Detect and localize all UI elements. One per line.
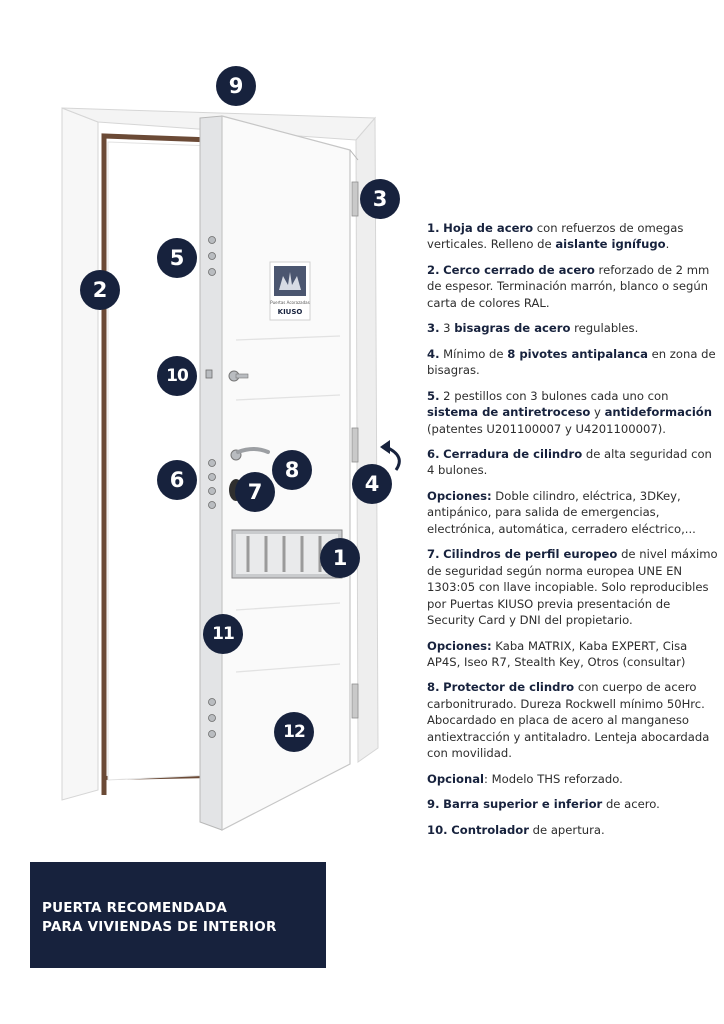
marker-1: 1 xyxy=(320,538,360,578)
marker-11: 11 xyxy=(203,614,243,654)
spec-lead: Protector de clindro xyxy=(443,680,575,695)
spec-number: 7. xyxy=(427,547,440,562)
spec-text: Mínimo de xyxy=(439,346,508,361)
spec-number: 4. xyxy=(427,346,440,361)
marker-12: 12 xyxy=(274,712,314,752)
spec-lead: Opciones: xyxy=(427,638,492,653)
spec-optional xyxy=(427,771,719,787)
spec-lead: Hoja de acero xyxy=(443,221,534,235)
frame-left-jamb xyxy=(62,108,98,800)
spec-number: 5. xyxy=(427,388,440,403)
banner-text xyxy=(42,899,318,937)
spec-options xyxy=(427,638,719,671)
spec-text: Doble cilindro, eléctrica, 3DKey, antipánico, para salida de emergencias, electrónica, automática, cerradero eléctrico,... xyxy=(427,488,696,536)
spec-item xyxy=(427,822,719,838)
spec-text: . xyxy=(665,237,670,252)
marker-3: 3 xyxy=(360,179,400,219)
spec-text: y xyxy=(590,405,605,420)
spec-lead: Controlador xyxy=(451,822,529,837)
spec-number: 3. xyxy=(427,321,440,336)
spec-lead: Barra superior e inferior xyxy=(443,797,603,812)
marker-10: 10 xyxy=(157,356,197,396)
spec-text: reforzado de 2 mm de espesor. Terminación marrón, blanco o según carta de colores RAL. xyxy=(427,262,710,310)
spec-lead: Cerco cerrado de acero xyxy=(443,262,595,277)
spec-options xyxy=(427,488,719,537)
banner-line-2: PARA VIVIENDAS DE INTERIOR xyxy=(42,918,277,935)
spec-text: 3 xyxy=(439,321,455,336)
marker-6: 6 xyxy=(157,460,197,500)
spec-highlight: sistema de antiretroceso xyxy=(427,405,591,420)
spec-highlight: aislante ignífugo xyxy=(555,237,666,252)
spec-text: de apertura. xyxy=(528,822,605,837)
spec-number: 9. xyxy=(427,797,440,812)
spec-number: 2. xyxy=(427,262,440,277)
spec-lead: Cilindros de perfil europeo xyxy=(443,547,618,562)
spec-list xyxy=(427,220,719,847)
marker-7: 7 xyxy=(235,472,275,512)
spec-text: regulables. xyxy=(570,321,639,336)
spec-highlight: antideformación xyxy=(604,405,713,420)
spec-number: 6. xyxy=(427,446,440,461)
spec-text: 2 pestillos con 3 bulones cada uno con xyxy=(439,388,669,403)
spec-highlight: bisagras de acero xyxy=(454,321,571,336)
spec-number: 8. xyxy=(427,680,440,695)
spec-item xyxy=(427,796,719,812)
marker-2: 2 xyxy=(80,270,120,310)
spec-lead: Opcional xyxy=(427,771,485,786)
door-edge xyxy=(200,116,222,830)
spec-text: (patentes U201100007 y U4201100007). xyxy=(427,421,666,436)
spec-item xyxy=(427,262,719,311)
marker-5: 5 xyxy=(157,238,197,278)
spec-text: en zona de bisagras. xyxy=(427,346,716,378)
spec-item xyxy=(427,388,719,437)
spec-number: 1. xyxy=(427,221,440,235)
marker-9: 9 xyxy=(216,66,256,106)
spec-text: de nivel máximo de seguridad según norma europea UNE EN 1303:05 con llave incopiable. Solo reproducibles por Puertas KIUSO previa presentación de Security Card y DNI del propietario. xyxy=(427,547,718,628)
spec-lead: Cerradura de cilindro xyxy=(443,446,583,461)
spec-text: de alta seguridad con 4 bulones. xyxy=(427,446,712,478)
spec-number: 10. xyxy=(427,822,448,837)
recommendation-banner xyxy=(30,862,326,968)
spec-text: con cuerpo de acero carbonitrurado. Dureza Rockwell mínimo 50Hrc. Abocardado en placa de acero al manganeso antiextracción y antitaladro. Lenteja abocardada con movilidad. xyxy=(427,680,710,761)
spec-item xyxy=(427,346,719,379)
spec-text: con refuerzos de omegas verticales. Relleno de xyxy=(427,221,684,252)
spec-text: Kaba MATRIX, Kaba EXPERT, Cisa AP4S, Iseo R7, Stealth Key, Otros (consultar) xyxy=(427,638,688,669)
marker-4: 4 xyxy=(352,464,392,504)
spec-text: : Modelo THS reforzado. xyxy=(484,771,623,786)
spec-item xyxy=(427,546,719,628)
plaque-line2: KIUSO xyxy=(277,308,303,316)
door-illustration xyxy=(0,0,420,860)
spec-item xyxy=(427,320,719,336)
banner-line-1: PUERTA RECOMENDADA xyxy=(42,900,228,916)
plaque-line1: Puertas Acorazadas xyxy=(270,300,310,305)
spec-item xyxy=(427,679,719,761)
spec-item xyxy=(427,446,719,479)
spec-item xyxy=(427,220,719,253)
marker-8: 8 xyxy=(272,450,312,490)
spec-text: de acero. xyxy=(602,797,660,812)
spec-highlight: 8 pivotes antipalanca xyxy=(507,346,648,361)
door-opening xyxy=(108,142,212,780)
spec-lead: Opciones: xyxy=(427,488,492,503)
